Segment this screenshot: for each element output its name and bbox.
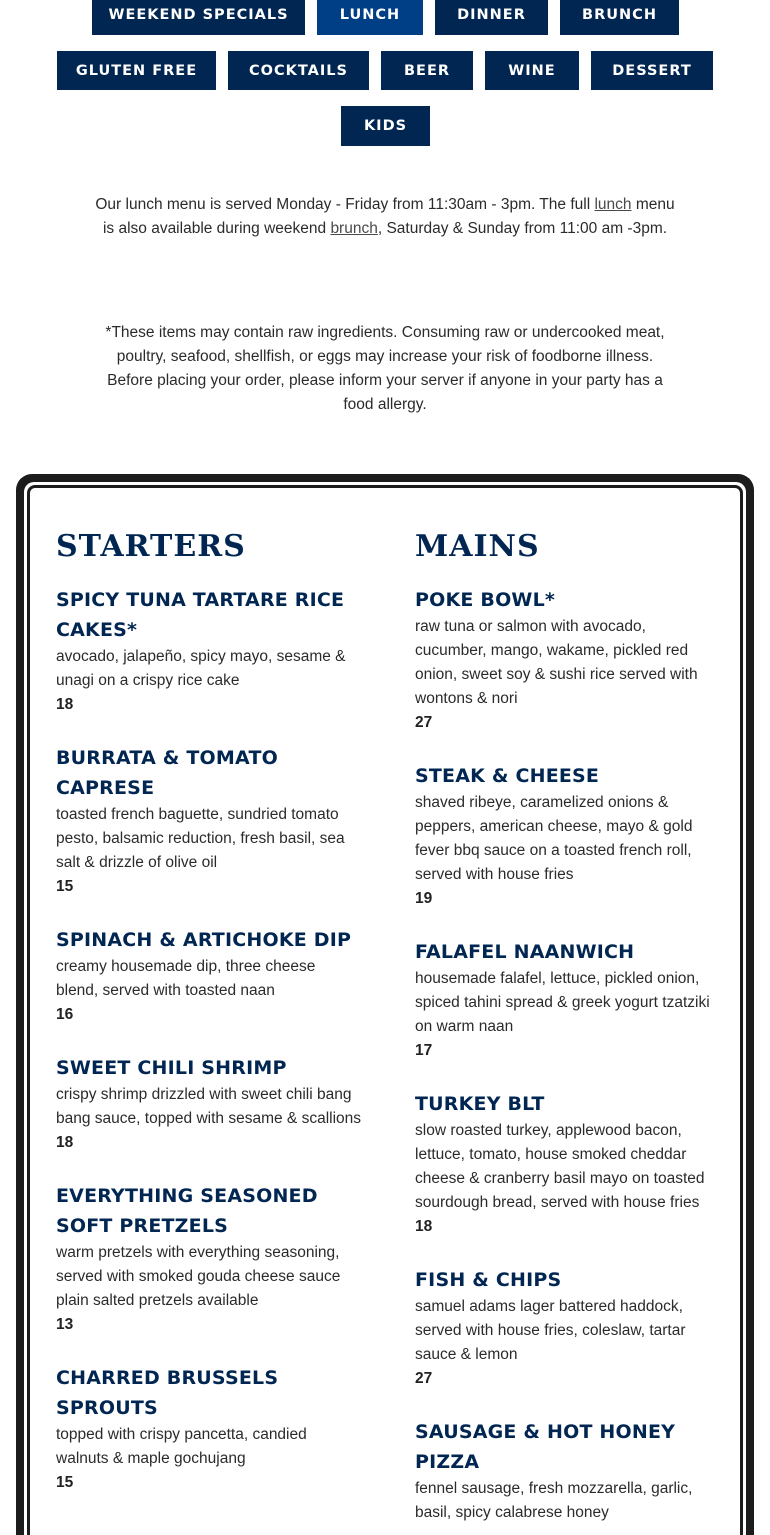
menu-item [56,585,361,717]
item-description: shaved ribeye, caramelized onions & peppers, american cheese, mayo & gold fever bbq sauce on a toasted french roll, served with house fries [415,794,693,883]
item-price: 18 [56,696,74,713]
item-name: SPINACH & ARTICHOKE DIP [56,929,352,951]
brunch-link[interactable]: brunch [330,220,378,237]
allergy-disclaimer: *These items may contain raw ingredients. Consuming raw or undercooked meat, poultry, seafood, shellfish, or eggs may increase your risk of foodborne illness. Before placing your order, please inform your server if anyone in your party has a food allergy. [105,324,665,413]
item-description: avocado, jalapeño, spicy mayo, sesame & unagi on a crispy rice cake [56,648,346,689]
item-name: FALAFEL NAANWICH [415,941,635,963]
item-description: warm pretzels with everything seasoning, served with smoked gouda cheese sauce [56,1244,341,1285]
item-description: topped with crispy pancetta, candied walnuts & maple gochujang [56,1426,307,1467]
tab-wine[interactable]: WINE [485,51,579,90]
item-name: SPICY TUNA TARTARE RICE CAKES* [56,589,345,641]
item-description: toasted french baguette, sundried tomato pesto, balsamic reduction, fresh basil, sea salt & drizzle of olive oil [56,806,345,871]
intro-text: Our lunch menu is served Monday - Friday from 11:30am - 3pm. The full [95,196,595,213]
tab-cocktails[interactable]: COCKTAILS [228,51,369,90]
menu-item [56,1363,361,1495]
tab-dinner[interactable]: DINNER [435,0,548,35]
menu-item [56,743,361,899]
menu-item [415,1417,720,1525]
tab-dessert[interactable]: DESSERT [591,51,713,90]
tab-brunch[interactable]: BRUNCH [560,0,679,35]
item-description: slow roasted turkey, applewood bacon, lettuce, tomato, house smoked cheddar cheese & cranberry basil mayo on toasted sourdough bread, served with house fries [415,1122,705,1211]
tab-beer[interactable]: BEER [381,51,473,90]
item-description: creamy housemade dip, three cheese blend, served with toasted naan [56,958,316,999]
menu-item [56,1181,361,1337]
intro-text: menu is also available during weekend [102,196,675,237]
tab-kids[interactable]: KIDS [341,106,430,146]
menu-item [415,761,720,911]
item-name: STEAK & CHEESE [415,765,600,787]
item-price: 13 [56,1316,74,1333]
menu-item [415,1265,720,1391]
starters-column [56,525,361,1521]
menu-item [56,1053,361,1155]
item-name: SAUSAGE & HOT HONEY PIZZA [415,1421,676,1473]
item-price: 16 [56,1006,74,1023]
mains-column [415,525,720,1535]
lunch-link[interactable]: lunch [594,196,632,213]
tab-weekend-specials[interactable]: WEEKEND SPECIALS [92,0,305,35]
item-name: FISH & CHIPS [415,1269,562,1291]
menu-item [56,925,361,1027]
tab-gluten-free[interactable]: GLUTEN FREE [57,51,216,90]
item-price: 15 [56,878,74,895]
section-title-mains: MAINS [415,529,540,564]
item-description: raw tuna or salmon with avocado, cucumber, mango, wakame, pickled red onion, sweet soy & sushi rice served with wontons & nori [415,618,698,707]
item-description: crispy shrimp drizzled with sweet chili bang bang sauce, topped with sesame & scallions [56,1086,362,1127]
item-name: CHARRED BRUSSELS SPROUTS [56,1367,279,1419]
menu-item [415,937,720,1063]
item-description: housemade falafel, lettuce, pickled onion, spiced tahini spread & greek yogurt tzatziki on warm naan [415,970,710,1035]
item-description: samuel adams lager battered haddock, served with house fries, coleslaw, tartar sauce & lemon [415,1298,686,1363]
item-note: plain salted pretzels available [56,1292,259,1309]
item-price: 27 [415,1370,433,1387]
menu-item [415,585,720,735]
item-price: 27 [415,714,433,731]
item-price: 19 [415,890,433,907]
item-price: 18 [56,1134,74,1151]
lunch-hours-info [95,193,675,241]
item-name: EVERYTHING SEASONED SOFT PRETZELS [56,1185,318,1237]
item-description: fennel sausage, fresh mozzarella, garlic, basil, spicy calabrese honey [415,1480,693,1521]
item-price: 15 [56,1474,74,1491]
item-name: SWEET CHILI SHRIMP [56,1057,287,1079]
item-price: 18 [415,1218,433,1235]
item-name: BURRATA & TOMATO CAPRESE [56,747,278,799]
item-price: 17 [415,1042,433,1059]
tab-lunch[interactable]: LUNCH [317,0,423,35]
item-name: POKE BOWL* [415,589,556,611]
menu-item [415,1089,720,1239]
section-title-starters: STARTERS [56,529,246,564]
item-name: TURKEY BLT [415,1093,545,1115]
intro-text: , Saturday & Sunday from 11:00 am -3pm. [377,220,668,237]
